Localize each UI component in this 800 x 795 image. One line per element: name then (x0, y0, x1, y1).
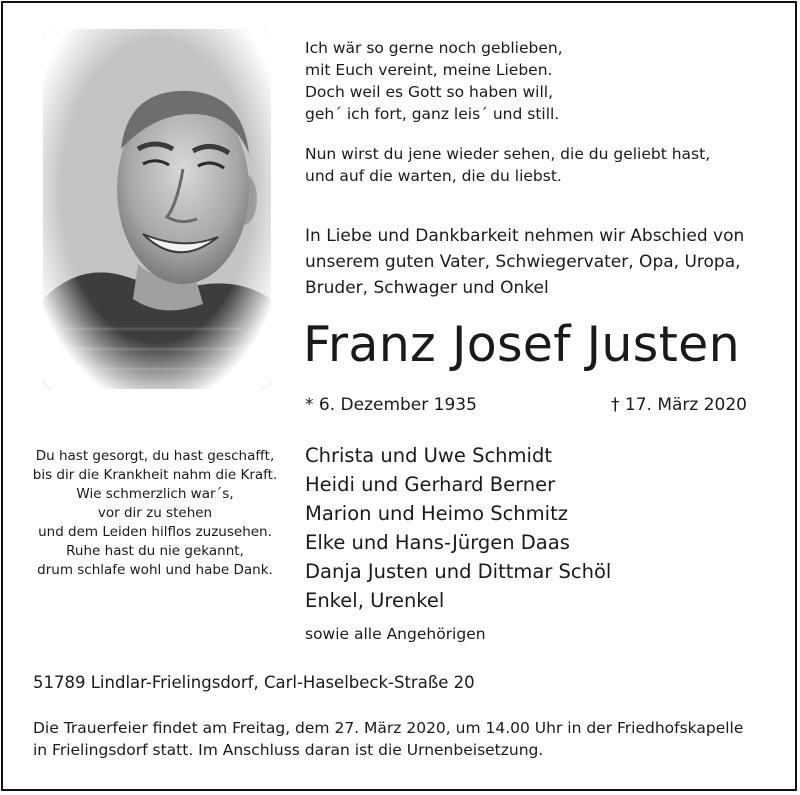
mourner-entry: Christa und Uwe Schmidt (305, 444, 552, 467)
mourner-entry: Heidi und Gerhard Berner (305, 473, 556, 496)
poem-left-line: vor dir zu stehen (97, 505, 213, 521)
address: 51789 Lindlar-Frielingsdorf, Carl-Haselbeck-Straße 20 (33, 673, 475, 692)
obituary-card (1, 1, 797, 791)
mourner-entry: Elke und Hans-Jürgen Daas (305, 531, 570, 554)
service-info: Die Trauerfeier findet am Freitag, dem 27. März 2020, um 14.00 Uhr in der Friedhofskapelle in Frielingsdorf statt. Im Anschluss daran ist die Urnenbeisetzung. (33, 719, 744, 759)
poem-left-line: Ruhe hast du nie gekannt, (66, 543, 244, 559)
mourners-list (305, 441, 611, 615)
farewell-intro: In Liebe und Dankbarkeit nehmen wir Abschied von unserem guten Vater, Schwiegervater, Opa, Uropa, Bruder, Schwager und Onkel (305, 226, 745, 298)
quote: Nun wirst du jene wieder sehen, die du geliebt hast, und auf die warten, die du liebst. (305, 145, 711, 185)
poem-left (27, 447, 283, 580)
poem-left-line: drum schlafe wohl und habe Dank. (37, 562, 273, 578)
poem-left-line: und dem Leiden hilflos zuzusehen. (38, 524, 272, 540)
portrait-photo (43, 29, 271, 389)
poem-left-line: Du hast gesorgt, du hast geschafft, (35, 448, 275, 464)
birth-date: * 6. Dezember 1935 (305, 395, 477, 415)
poem-top: Ich wär so gerne noch geblieben, mit Euch vereint, meine Lieben. Doch weil es Gott so haben will, geh´ ich fort, ganz leis´ und still. (305, 39, 563, 123)
deceased-name: Franz Josef Justen (303, 316, 740, 373)
mourner-entry: Danja Justen und Dittmar Schöl (305, 560, 612, 583)
death-date: † 17. März 2020 (610, 395, 747, 415)
relatives-note: sowie alle Angehörigen (305, 625, 486, 643)
poem-left-line: Wie schmerzlich war´s, (76, 486, 234, 502)
mourner-entry: Enkel, Urenkel (305, 589, 445, 612)
poem-left-line: bis dir die Krankheit nahm die Kraft. (32, 467, 278, 483)
mourner-entry: Marion und Heimo Schmitz (305, 502, 568, 525)
